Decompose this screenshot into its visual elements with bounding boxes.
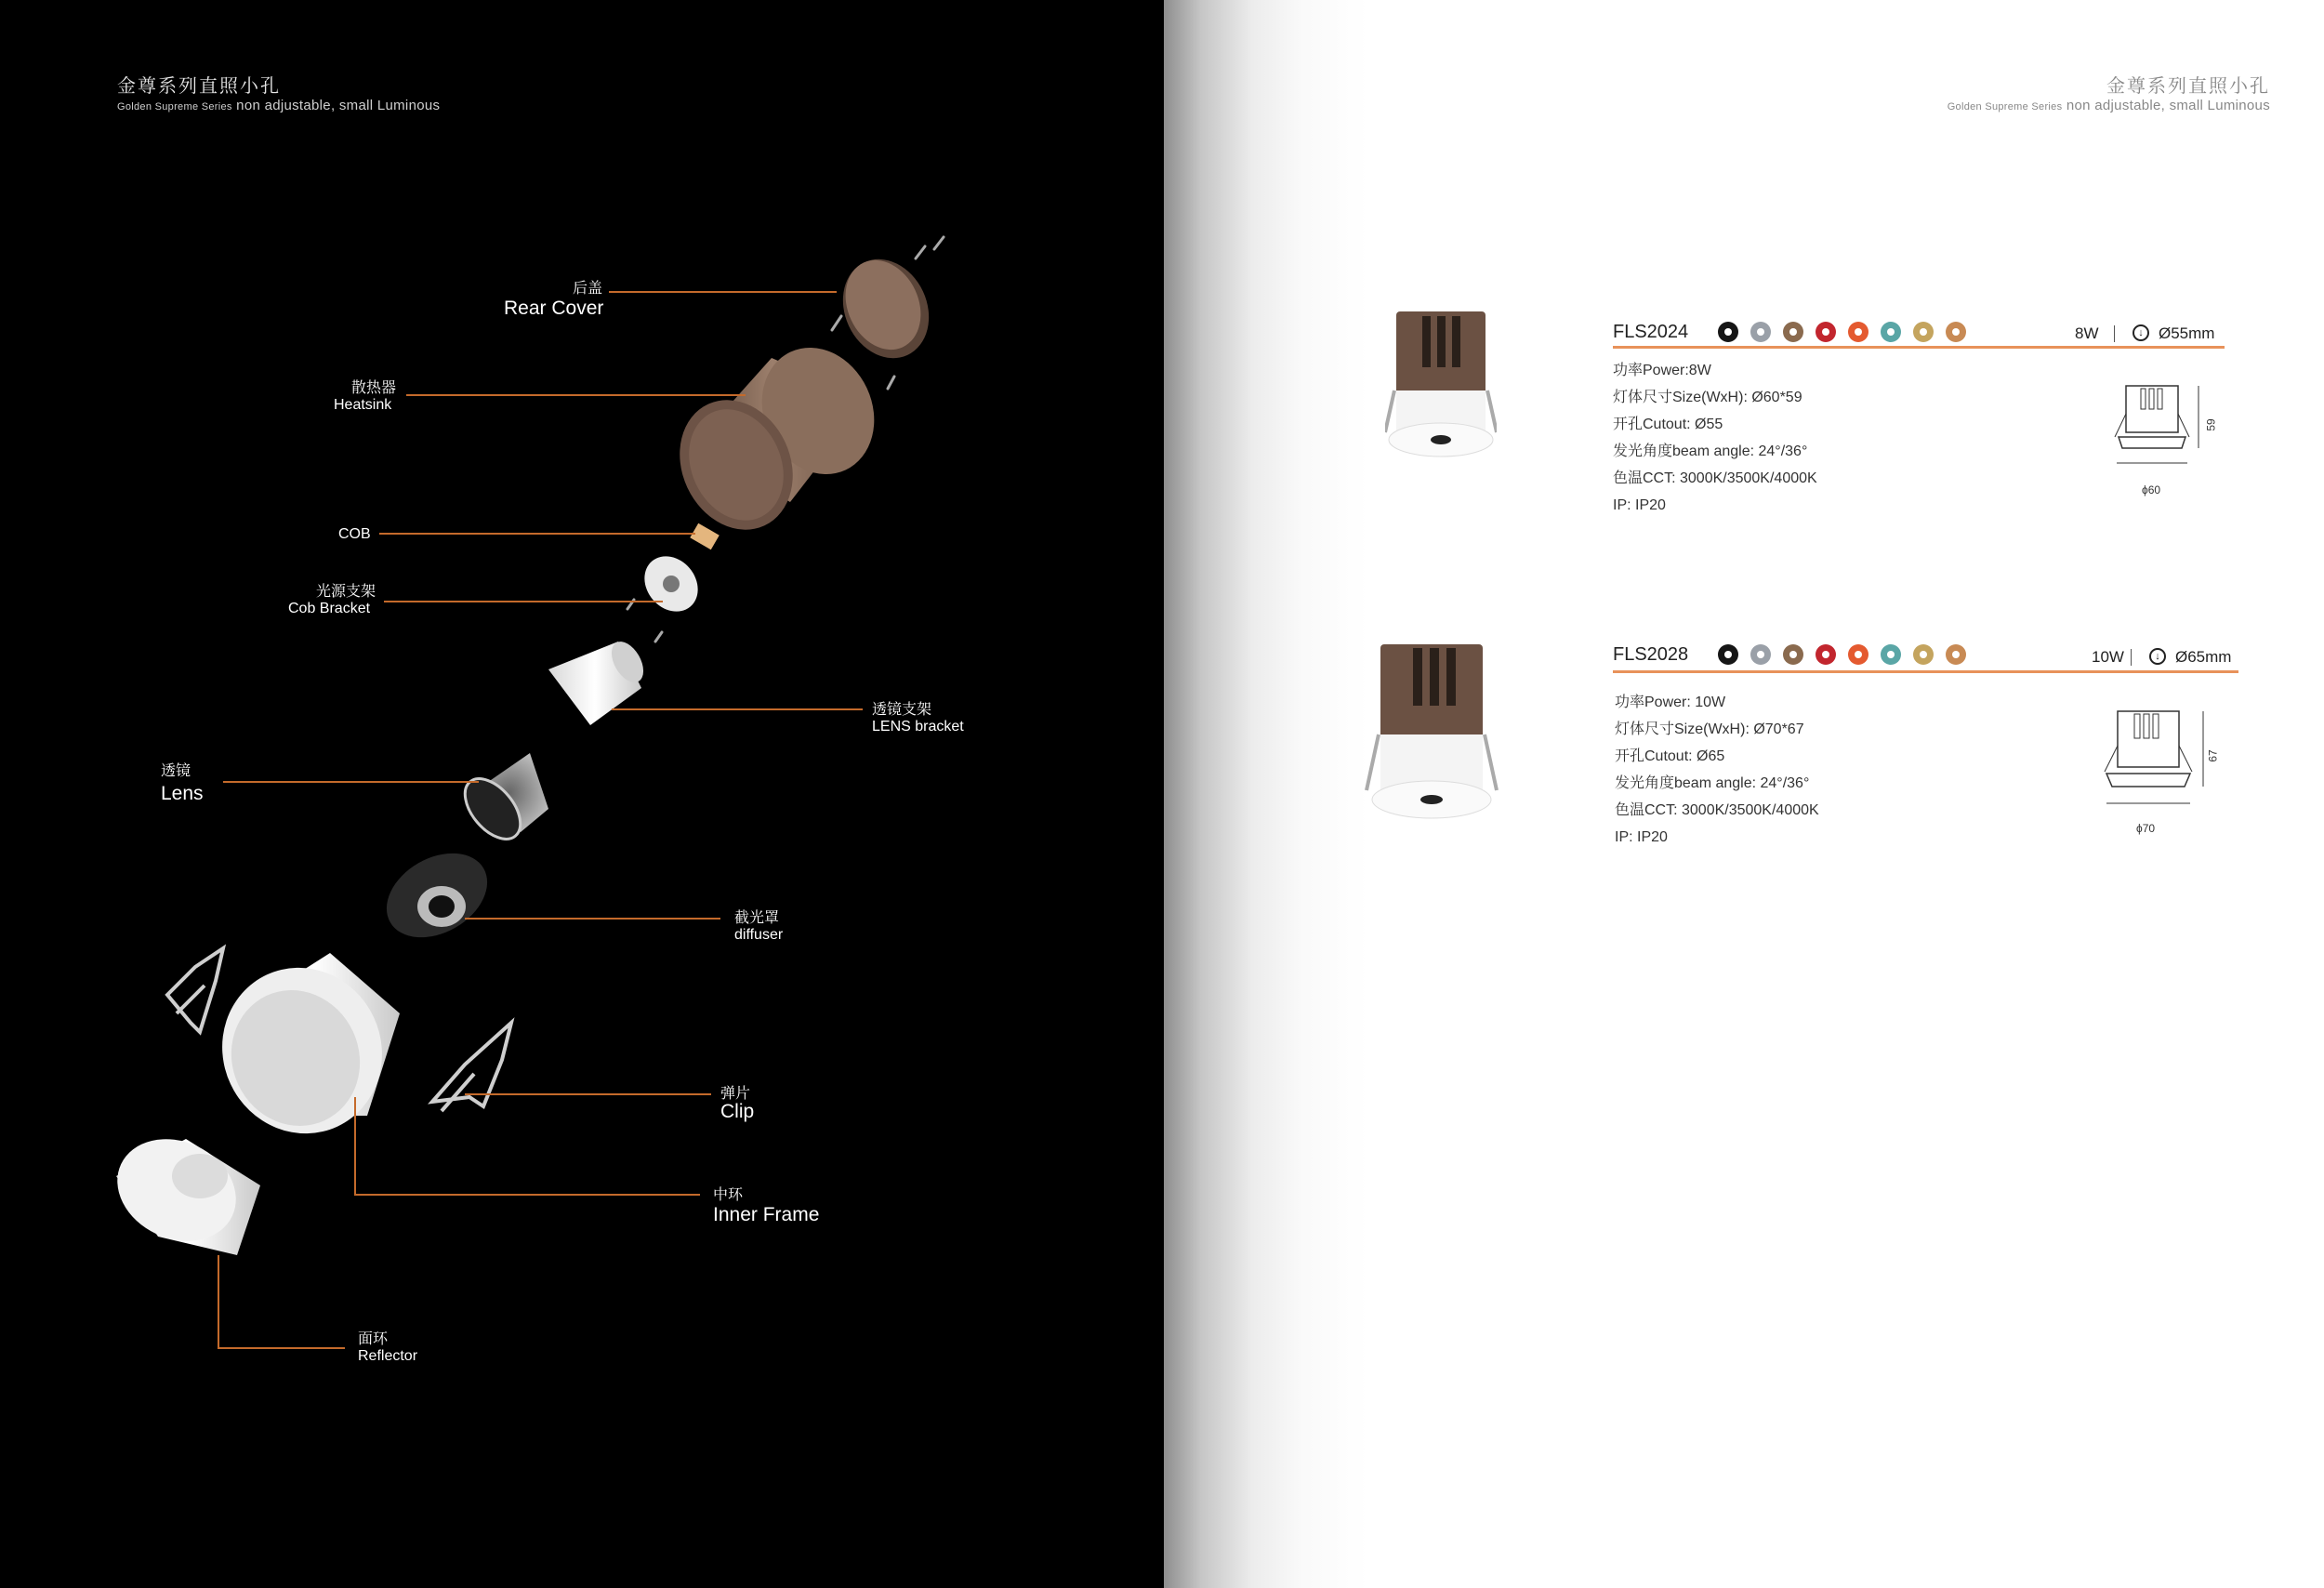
leader-inner-frame-h xyxy=(354,1194,700,1196)
dim-width: ϕ70 xyxy=(2136,822,2156,835)
spec-cct: 色温CCT: 3000K/3500K/4000K xyxy=(1615,802,1819,818)
left-header-desc: non adjustable, small Luminous xyxy=(236,98,441,113)
label-clip-cn: 弹片 xyxy=(720,1086,751,1102)
header-rule xyxy=(1613,346,2225,349)
spec-cutout: 开孔Cutout: Ø55 xyxy=(1613,417,1723,432)
product-model: FLS2028 xyxy=(1613,644,1689,665)
leader-clip xyxy=(465,1093,711,1095)
label-reflector-en: Reflector xyxy=(358,1348,418,1364)
finish-orange-swatch xyxy=(1848,644,1868,665)
separator xyxy=(2114,325,2115,342)
finish-copper-swatch xyxy=(1946,644,1966,665)
label-clip-en: Clip xyxy=(720,1101,755,1122)
inner-frame-part xyxy=(195,942,409,1160)
label-lens-en: Lens xyxy=(161,783,204,804)
finish-gold-swatch xyxy=(1913,644,1934,665)
cob-part xyxy=(690,523,720,550)
spec-ip: IP: IP20 xyxy=(1613,497,1666,513)
finish-silver-swatch xyxy=(1750,322,1771,342)
finish-red-swatch xyxy=(1816,644,1836,665)
diffuser-part xyxy=(372,836,502,954)
label-lens-bracket-en: LENS bracket xyxy=(872,719,964,734)
finish-red-swatch xyxy=(1816,322,1836,342)
cob-bracket-part xyxy=(634,546,709,622)
leader-inner-frame-v xyxy=(354,1097,356,1195)
wattage-label: 8W xyxy=(2075,324,2099,342)
leader-diffuser xyxy=(465,918,720,920)
spec-cutout: 开孔Cutout: Ø65 xyxy=(1615,748,1725,764)
label-cob-en: COB xyxy=(338,526,371,542)
label-reflector-cn: 面环 xyxy=(358,1331,389,1347)
label-rear-cover-en: Rear Cover xyxy=(504,298,604,319)
spec-beam-angle: 发光角度beam angle: 24°/36° xyxy=(1615,775,1810,791)
spec-power: 功率Power:8W xyxy=(1613,363,1711,378)
label-lens-bracket-cn: 透镜支架 xyxy=(872,702,932,718)
lens-part xyxy=(455,753,548,849)
dimension-drawing-fls2024 xyxy=(2106,381,2208,470)
spec-beam-angle: 发光角度beam angle: 24°/36° xyxy=(1613,443,1808,459)
spec-list xyxy=(1615,689,1819,851)
leader-lens xyxy=(223,781,479,783)
finish-teal-swatch xyxy=(1881,322,1901,342)
label-diffuser-cn: 截光罩 xyxy=(734,910,780,926)
dim-height: 67 xyxy=(2206,749,2220,762)
label-heatsink-en: Heatsink xyxy=(334,397,392,413)
header-rule xyxy=(1613,670,2238,673)
finish-teal-swatch xyxy=(1881,644,1901,665)
label-inner-frame-en: Inner Frame xyxy=(713,1204,820,1225)
label-rear-cover-cn: 后盖 xyxy=(573,281,603,297)
product-photo-fls2024 xyxy=(1385,302,1497,460)
label-diffuser-en: diffuser xyxy=(734,927,784,943)
reflector-part xyxy=(100,1120,260,1260)
label-inner-frame-cn: 中环 xyxy=(713,1187,744,1203)
right-header-series: Golden Supreme Series xyxy=(1947,101,2063,112)
dimension-drawing-fls2028 xyxy=(2092,707,2212,814)
leader-reflector-v xyxy=(218,1255,219,1348)
cutout-badge: Ø65mm xyxy=(2175,648,2232,666)
spec-ip: IP: IP20 xyxy=(1615,829,1668,845)
finish-black-swatch xyxy=(1718,322,1738,342)
leader-rear-cover xyxy=(609,291,837,293)
separator xyxy=(2131,649,2132,666)
lens-bracket-part xyxy=(548,636,650,725)
dim-width: ϕ60 xyxy=(2142,483,2161,496)
leader-lens-bracket xyxy=(612,708,863,710)
left-header-cn: 金尊系列直照小孔 xyxy=(117,74,281,97)
spec-cct: 色温CCT: 3000K/3500K/4000K xyxy=(1613,470,1817,486)
right-header-en xyxy=(1948,98,2270,113)
label-cob-bracket-cn: 光源支架 xyxy=(316,584,376,600)
finish-gold-swatch xyxy=(1913,322,1934,342)
heatsink-part xyxy=(659,329,894,549)
spec-power: 功率Power: 10W xyxy=(1615,695,1726,710)
finish-bronze-swatch xyxy=(1783,322,1803,342)
right-header-cn: 金尊系列直照小孔 xyxy=(2106,74,2270,97)
spec-size: 灯体尺寸Size(WxH): Ø60*59 xyxy=(1613,390,1802,405)
finish-copper-swatch xyxy=(1946,322,1966,342)
right-header-desc: non adjustable, small Luminous xyxy=(2066,98,2270,113)
rear-cover-part xyxy=(827,245,944,373)
finish-orange-swatch xyxy=(1848,322,1868,342)
wattage-label: 10W xyxy=(2092,648,2124,666)
product-model: FLS2024 xyxy=(1613,322,1689,342)
cutout-badge: Ø55mm xyxy=(2159,324,2215,342)
leader-cob-bracket xyxy=(384,601,663,602)
finish-bronze-swatch xyxy=(1783,644,1803,665)
spec-list xyxy=(1613,357,1817,519)
finish-silver-swatch xyxy=(1750,644,1771,665)
product-photo-fls2028 xyxy=(1362,637,1501,832)
label-cob-bracket-en: Cob Bracket xyxy=(288,601,371,616)
label-lens-cn: 透镜 xyxy=(161,763,191,779)
label-heatsink-cn: 散热器 xyxy=(351,380,397,396)
clip-left-part xyxy=(167,948,223,1032)
left-header-series: Golden Supreme Series xyxy=(117,101,232,112)
leader-reflector-h xyxy=(218,1347,345,1349)
cutout-icon: ↓ xyxy=(2133,324,2149,341)
cutout-icon: ↓ xyxy=(2149,648,2166,665)
clip-right-part xyxy=(432,1023,511,1111)
leader-cob xyxy=(379,533,695,535)
leader-heatsink xyxy=(406,394,746,396)
dim-height: 59 xyxy=(2204,418,2218,431)
finish-black-swatch xyxy=(1718,644,1738,665)
spec-size: 灯体尺寸Size(WxH): Ø70*67 xyxy=(1615,721,1804,737)
